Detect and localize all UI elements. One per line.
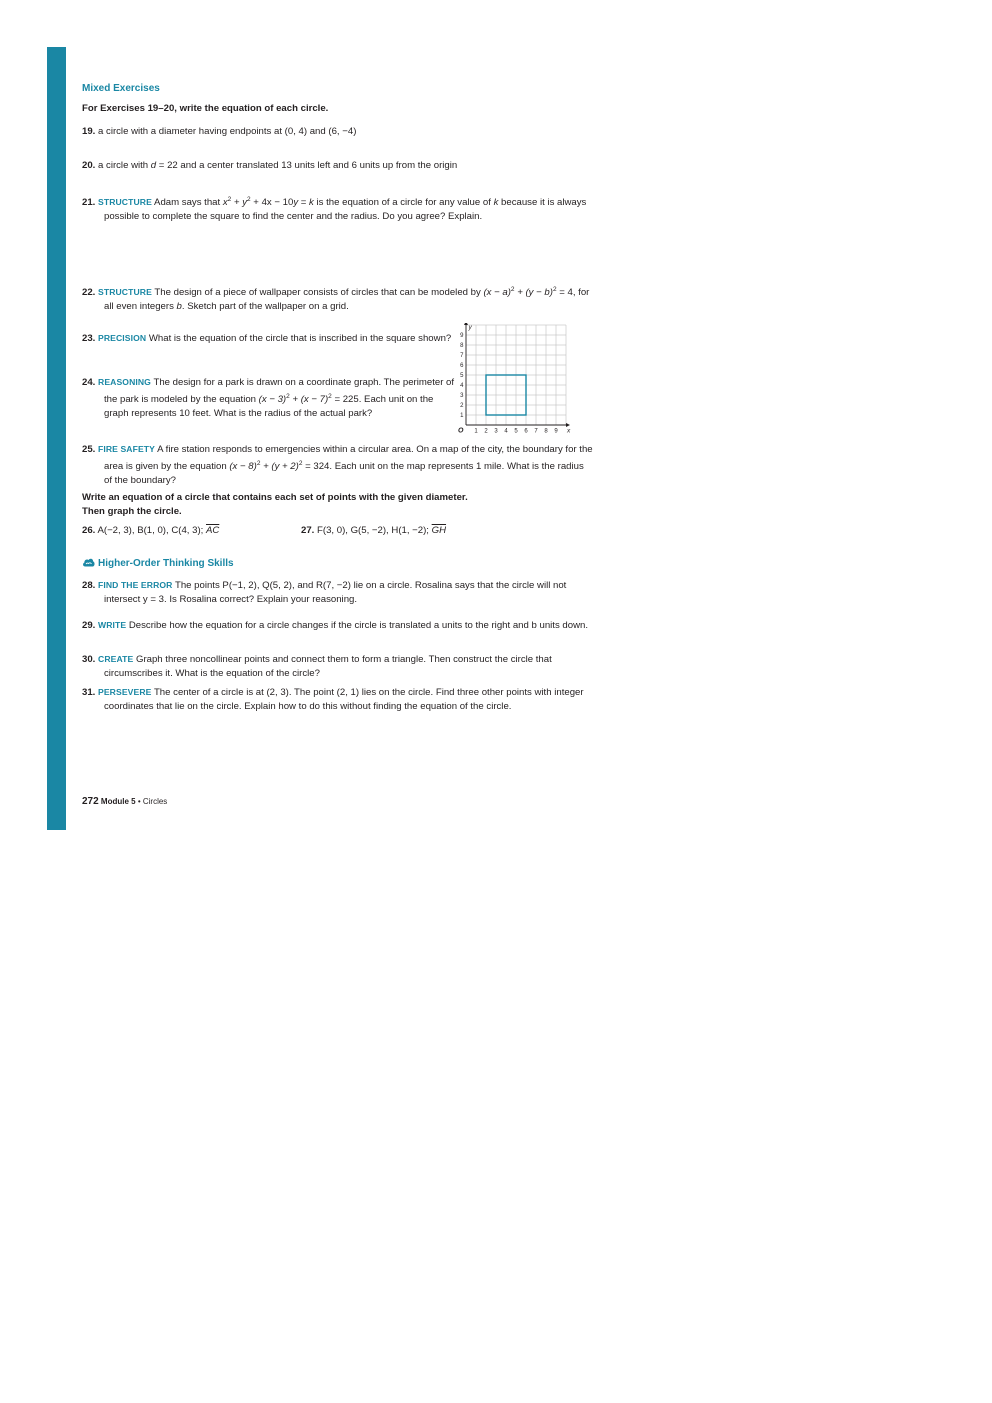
hots-heading (82, 557, 572, 571)
exercise-number: 31. (82, 687, 96, 698)
exercise-20 (82, 159, 572, 173)
var-y: y (293, 197, 299, 208)
var-k: k (493, 197, 499, 208)
equation-part: + (y − b) (514, 287, 553, 298)
x-tick-label: 1 (474, 428, 478, 435)
y-tick-label: 8 (460, 343, 464, 349)
page-number: 272 (82, 796, 99, 807)
instructions-line-2: Then graph the circle. (82, 506, 182, 517)
y-axis-label: y (468, 324, 472, 331)
exercise-tag: FIRE SAFETY (98, 444, 155, 454)
exercise-text: = 4, for all even integers (104, 287, 590, 312)
exercise-number: 24. (82, 377, 96, 388)
exercise-text: The center of a circle is at (2, 3). The point (2, 1) lies on the circle. Find three other points with integer coordinates that lie on the circle. Explain how to do this without finding the equation of the circle. (104, 687, 584, 712)
side-accent-bar (47, 47, 66, 830)
exercise-27 (301, 524, 561, 538)
y-tick-label: 5 (460, 373, 464, 379)
equation-part: (x − a) (483, 287, 511, 298)
var-x: x (222, 197, 228, 208)
equals-sign: = (298, 197, 310, 208)
segment-ac: $\overline{AC}$ (205, 525, 220, 536)
section-title: Mixed Exercises (82, 83, 160, 94)
exercise-text: Graph three noncollinear points and connect them to form a triangle. Then construct the circle that circumscribes it. What is the equation of the circle? (104, 654, 552, 679)
exercise-number: 22. (82, 287, 96, 298)
equation-part: (x − 3) (258, 394, 287, 405)
exercise-text: Describe how the equation for a circle changes if the circle is translated a units to the right and b units down. (126, 620, 589, 631)
exercise-number: 26. (82, 525, 96, 536)
y-tick-label: 4 (460, 383, 464, 389)
var-y: y (242, 197, 248, 208)
exercise-30 (82, 652, 594, 681)
exercise-text: What is the equation of the circle that is inscribed in the square shown? (146, 333, 452, 344)
exponent: 2 (247, 196, 251, 203)
exercise-23 (82, 331, 456, 346)
exercise-number: 30. (82, 654, 96, 665)
exponent: 2 (286, 393, 290, 400)
exercise-text: a circle with a diameter having endpoints at (0, 4) and (6, −4) (98, 126, 357, 137)
footer-separator: • (135, 797, 143, 806)
exercise-text: The design for a park is drawn on a coordinate graph. The perimeter of the park is modeled by the equation (104, 377, 455, 405)
exercise-24 (82, 375, 456, 421)
exercise-tag: FIND THE ERROR (98, 580, 173, 590)
instructions-line-1: Write an equation of a circle that contains each set of points with the given diameter. (82, 492, 468, 503)
exercise-number: 23. (82, 333, 96, 344)
plus-sign: + (231, 197, 243, 208)
exercise-tag: STRUCTURE (98, 197, 152, 207)
exercise-text: is the equation of a circle for any value of (313, 197, 494, 208)
x-tick-label: 7 (534, 428, 538, 435)
exercise-text: A fire station responds to emergencies within a circular area. On a map of the city, the boundary for the area is given by the equation (104, 444, 593, 472)
exercise-text: F(3, 0), G(5, −2), H(1, −2); (317, 525, 432, 536)
exercise-tag: STRUCTURE (98, 287, 152, 297)
exercise-tag: WRITE (98, 620, 127, 630)
var-k: k (309, 197, 314, 208)
exercise-21 (82, 193, 594, 224)
exercise-text: = 225. Each unit on the graph represents 10 feet. What is the radius of the actual park? (104, 394, 434, 419)
y-axis-arrow-icon (464, 323, 468, 325)
exponent: 2 (328, 393, 332, 400)
hots-title: Higher-Order Thinking Skills (98, 558, 234, 569)
exercise-number: 27. (301, 525, 315, 536)
x-tick-label: 8 (544, 428, 548, 435)
x-axis-arrow-icon (566, 423, 570, 427)
exercise-number: 25. (82, 444, 96, 455)
exercise-31 (82, 685, 594, 714)
exercise-text: = 324. Each unit on the map represents 1 mile. What is the radius of the boundary? (104, 461, 584, 486)
var-b: b (176, 301, 182, 312)
exercise-number: 19. (82, 126, 96, 137)
exercise-text: Adam says that (151, 197, 223, 208)
instructions-26-27 (82, 491, 572, 519)
x-tick-label: 9 (554, 428, 558, 435)
equation-part: + (x − 7) (289, 394, 329, 405)
exercise-number: 28. (82, 580, 96, 591)
exercise-25 (82, 442, 594, 488)
exercise-text-cont: = 22 and a center translated 13 units left and 6 units up from the origin (156, 160, 458, 171)
variable-d: d (150, 160, 157, 171)
exercise-28 (82, 578, 594, 607)
page-footer (82, 796, 167, 807)
x-tick-label: 5 (514, 428, 518, 435)
exercise-number: 20. (82, 160, 96, 171)
equation-part: (x − 8) (229, 461, 257, 472)
exercise-19 (82, 125, 572, 139)
y-tick-label: 9 (460, 333, 464, 339)
exponent: 2 (256, 460, 261, 467)
y-tick-label: 1 (460, 413, 464, 419)
x-tick-label: 4 (504, 428, 508, 435)
exponent: 2 (298, 460, 303, 467)
origin-label: O (458, 427, 464, 435)
x-axis-label: x (567, 427, 571, 435)
exercise-22 (82, 283, 594, 314)
module-label: Module 5 (100, 797, 136, 806)
equation-part: + (y + 2) (260, 461, 299, 472)
y-tick-label: 7 (460, 353, 464, 359)
exponent: 2 (227, 196, 232, 203)
thinking-cloud-icon (82, 557, 95, 568)
exercise-tag: CREATE (98, 654, 134, 664)
exercise-tag: PERSEVERE (98, 687, 152, 697)
y-tick-label: 3 (460, 393, 464, 399)
exercise-tag: REASONING (98, 377, 151, 387)
exercise-text: A(−2, 3), B(1, 0), C(4, 3); (97, 525, 206, 536)
exercise-26 (82, 524, 292, 538)
x-tick-label: 3 (494, 428, 498, 435)
exercise-text: a circle with (98, 160, 151, 171)
exercise-tag: PRECISION (98, 333, 147, 343)
exponent: 2 (552, 286, 557, 293)
exercise-text: The design of a piece of wallpaper consists of circles that can be modeled by (151, 287, 484, 298)
exercise-number: 29. (82, 620, 96, 631)
segment-gh: $\overline{GH}$ (431, 525, 447, 536)
x-tick-label: 6 (524, 428, 528, 435)
equation-part: + 4x − 10 (250, 197, 294, 208)
exercise-number: 21. (82, 197, 96, 208)
exercise-29 (82, 618, 594, 633)
exercise-text: . Sketch part of the wallpaper on a grid. (181, 301, 349, 312)
y-tick-label: 2 (460, 403, 464, 409)
instructions-19-20: For Exercises 19–20, write the equation of each circle. (82, 103, 329, 114)
exercise-text: The points P(−1, 2), Q(5, 2), and R(7, −2) lie on a circle. Rosalina says that the circle will not intersect y = 3. Is Rosalina correct? Explain your reasoning. (104, 580, 567, 605)
module-topic: Circles (142, 797, 168, 806)
coordinate-grid-figure (455, 323, 571, 435)
y-tick-label: 6 (460, 363, 464, 369)
exercise-text: because it is always possible to complete the square to find the center and the radius. Do you agree? Explain. (104, 197, 587, 222)
x-tick-label: 2 (484, 428, 488, 435)
exponent: 2 (510, 286, 515, 293)
